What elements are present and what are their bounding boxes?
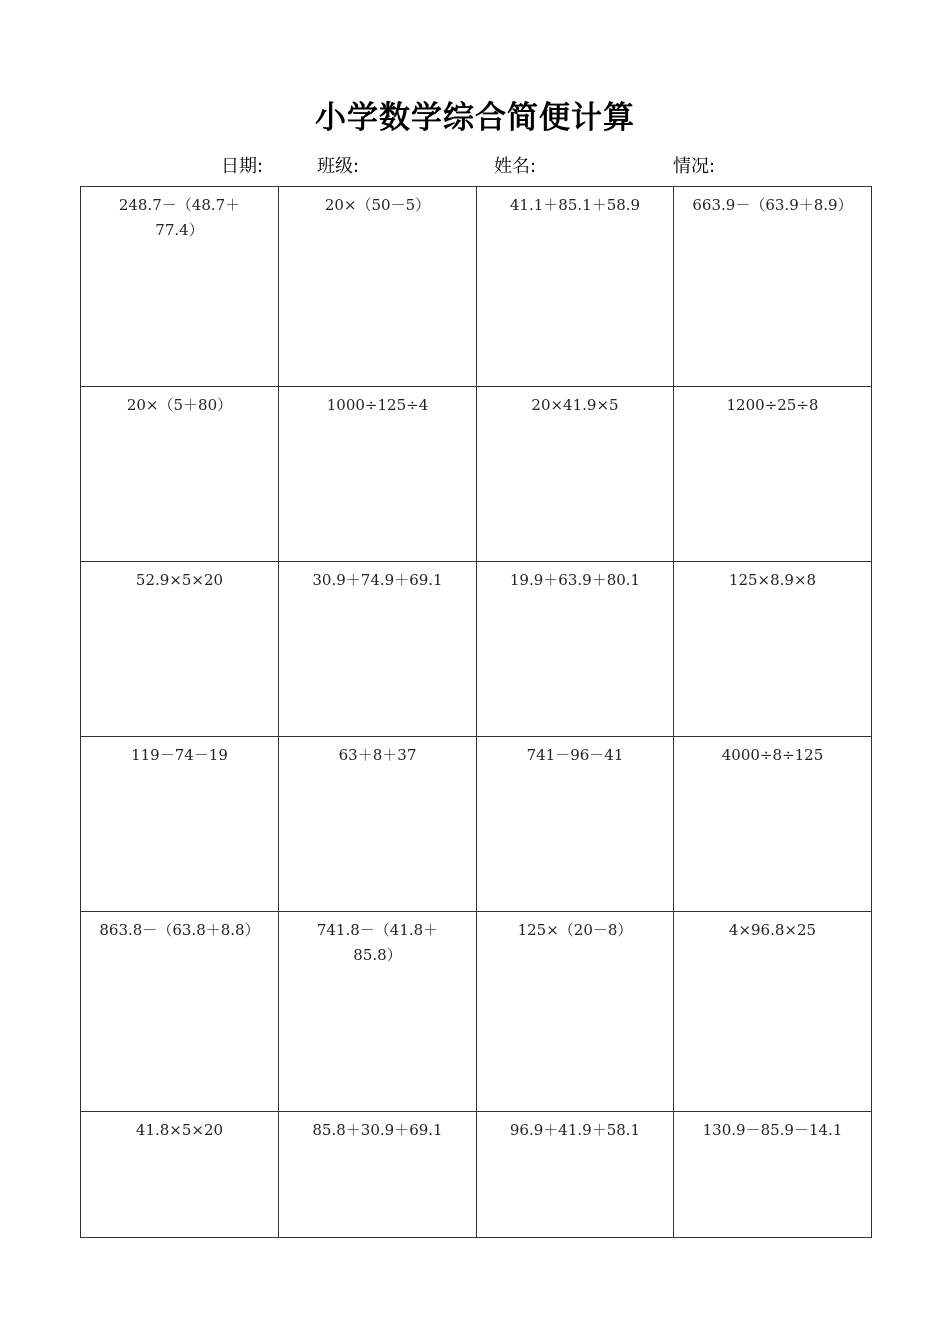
problem-cell: 41.1＋85.1＋58.9	[477, 187, 674, 387]
problem-cell: 52.9×5×20	[81, 562, 279, 737]
problem-grid	[80, 186, 872, 1238]
grid-row	[81, 187, 872, 387]
problem-cell: 20×（50－5）	[279, 187, 477, 387]
problem-cell: 85.8＋30.9＋69.1	[279, 1112, 477, 1238]
problem-cell: 741－96－41	[477, 737, 674, 912]
problem-cell: 96.9＋41.9＋58.1	[477, 1112, 674, 1238]
status-label: 情况:	[673, 156, 716, 177]
problem-cell: 1200÷25÷8	[674, 387, 872, 562]
problem-cell: 1000÷125÷4	[279, 387, 477, 562]
grid-row	[81, 1112, 872, 1238]
problem-cell: 30.9＋74.9＋69.1	[279, 562, 477, 737]
grid-row	[81, 562, 872, 737]
problem-cell: 741.8－（41.8＋85.8）	[279, 912, 477, 1112]
grid-row	[81, 737, 872, 912]
problem-cell: 119－74－19	[81, 737, 279, 912]
problem-cell: 663.9－（63.9＋8.9）	[674, 187, 872, 387]
problem-cell: 20×（5＋80）	[81, 387, 279, 562]
problem-cell: 4000÷8÷125	[674, 737, 872, 912]
problem-cell: 20×41.9×5	[477, 387, 674, 562]
problem-cell: 125×（20－8）	[477, 912, 674, 1112]
problem-cell: 248.7－（48.7＋77.4）	[81, 187, 279, 387]
grid-row	[81, 387, 872, 562]
class-label: 班级:	[317, 156, 360, 177]
name-label: 姓名:	[494, 156, 537, 177]
page-title: 小学数学综合简便计算	[315, 100, 635, 136]
problem-cell: 130.9－85.9－14.1	[674, 1112, 872, 1238]
problem-cell: 4×96.8×25	[674, 912, 872, 1112]
grid-row	[81, 912, 872, 1112]
problem-cell: 125×8.9×8	[674, 562, 872, 737]
problem-cell: 41.8×5×20	[81, 1112, 279, 1238]
problem-cell: 863.8－（63.8＋8.8）	[81, 912, 279, 1112]
problem-cell: 63＋8＋37	[279, 737, 477, 912]
date-label: 日期:	[221, 156, 264, 177]
problem-cell: 19.9＋63.9＋80.1	[477, 562, 674, 737]
